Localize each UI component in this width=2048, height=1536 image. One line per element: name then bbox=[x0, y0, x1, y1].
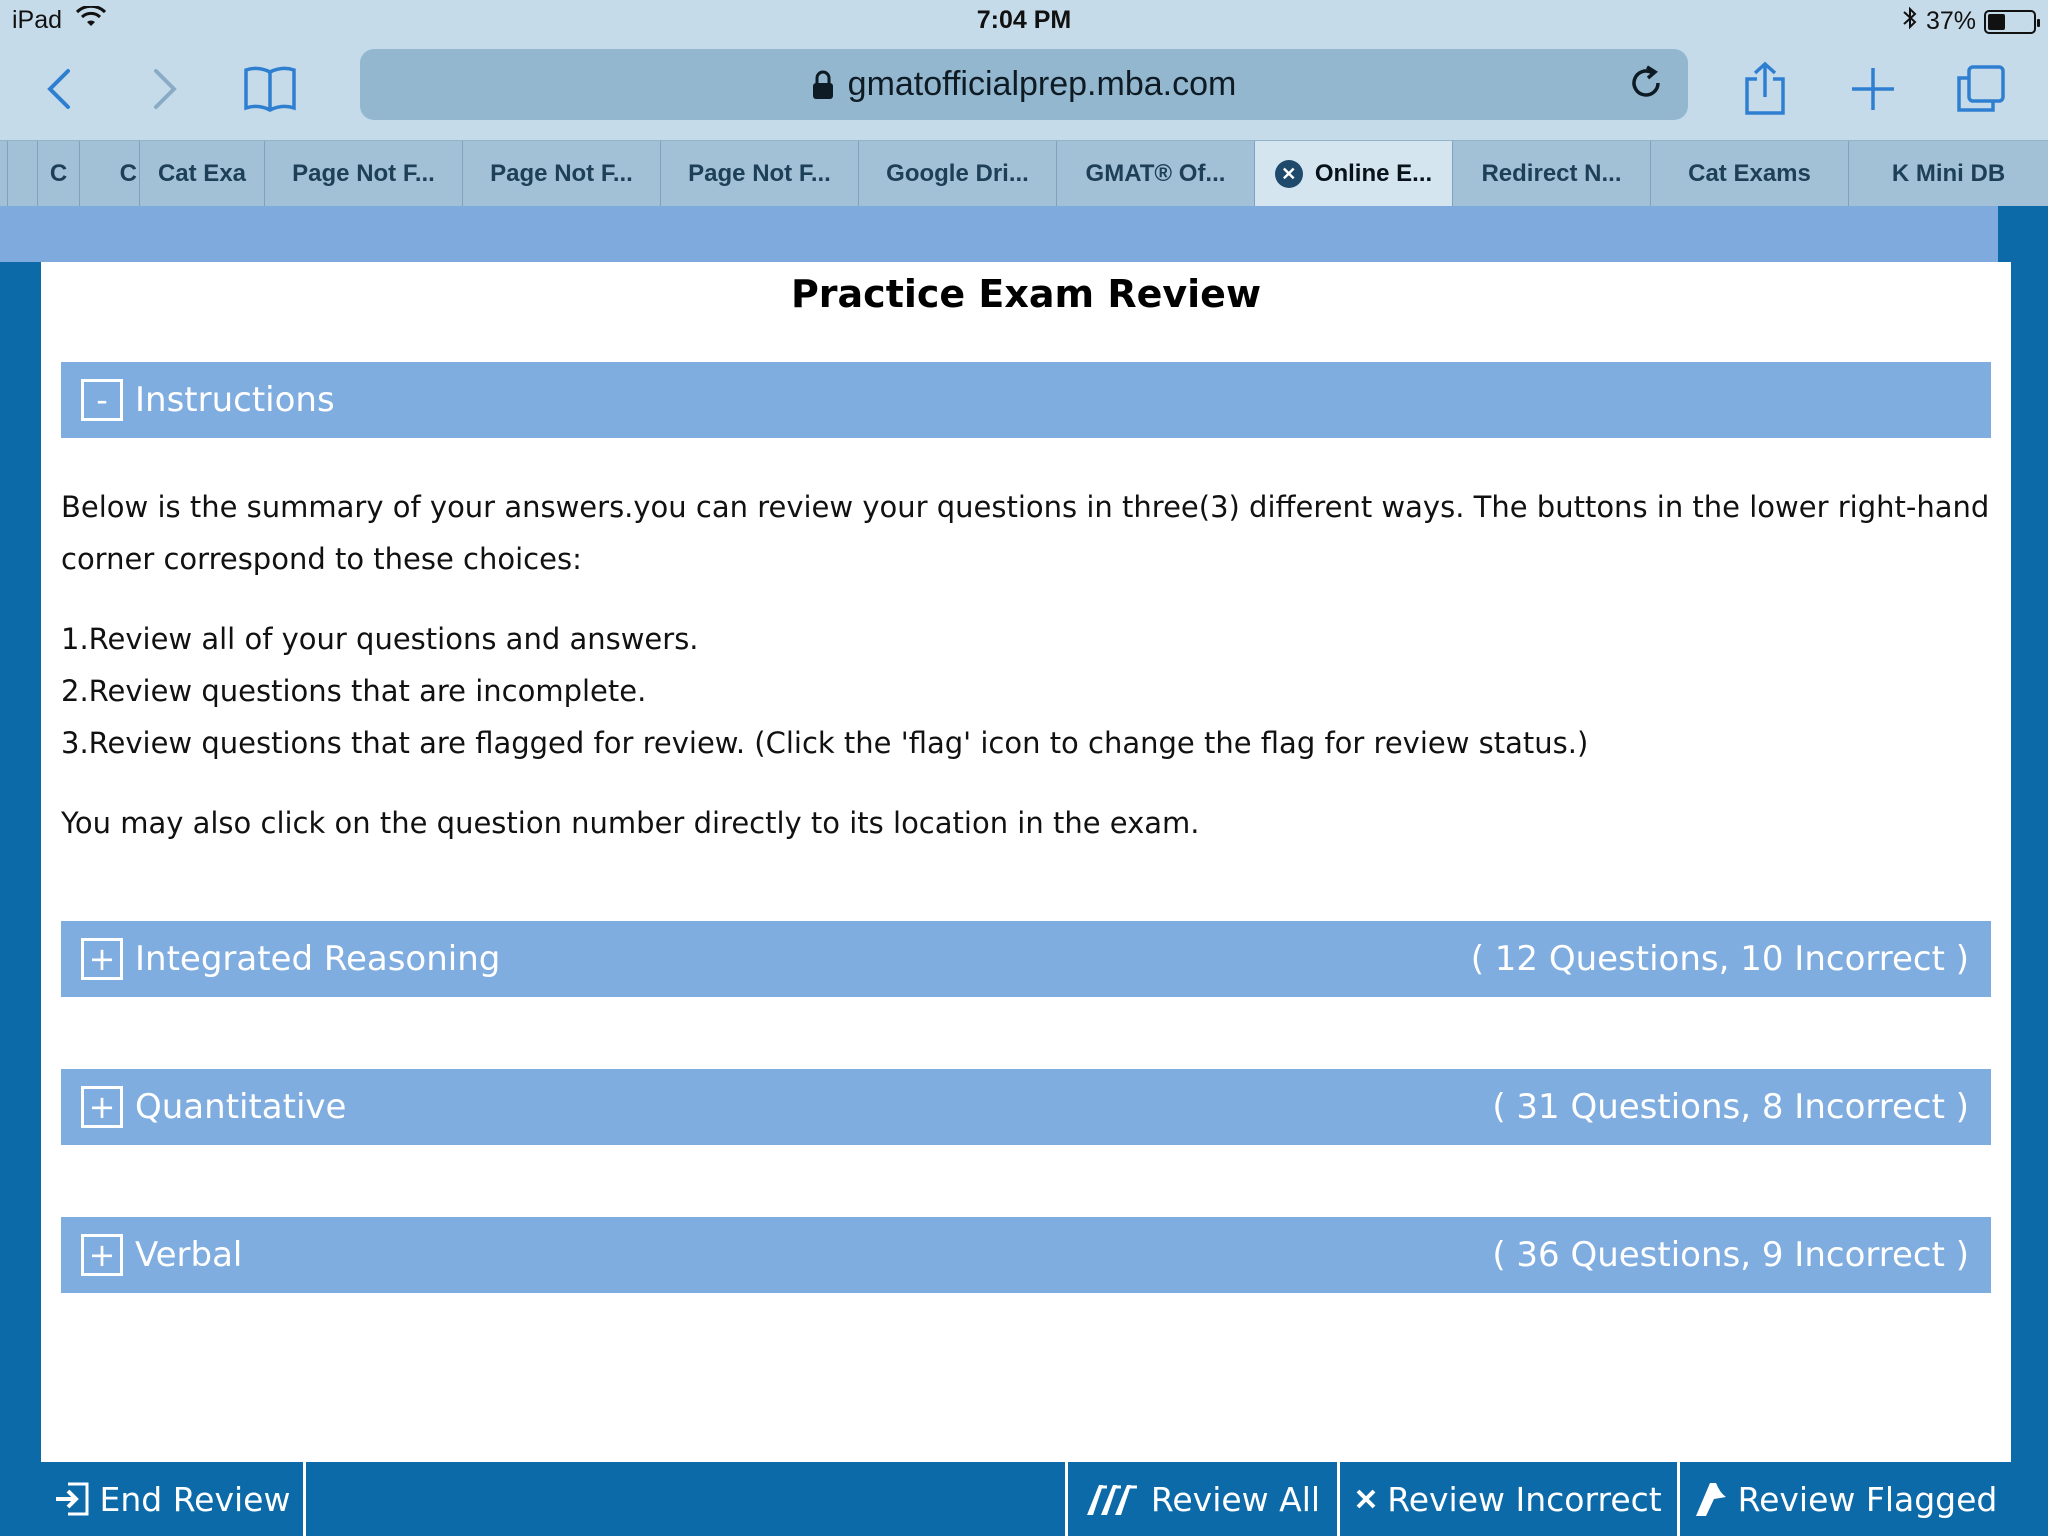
instructions-item-1: 1.Review all of your questions and answers. bbox=[61, 622, 699, 656]
close-tab-icon[interactable]: ✕ bbox=[1275, 160, 1303, 188]
reload-icon[interactable] bbox=[1626, 63, 1666, 112]
page-frame-right bbox=[2011, 206, 2048, 1536]
bluetooth-icon bbox=[1902, 6, 1918, 37]
tabs-overview-icon[interactable] bbox=[1946, 54, 2016, 124]
instructions-body bbox=[61, 481, 1991, 849]
review-flagged-button[interactable]: Review Flagged bbox=[1677, 1462, 2011, 1536]
review-all-icon bbox=[1085, 1481, 1141, 1517]
back-icon[interactable] bbox=[24, 54, 94, 124]
review-all-button[interactable]: Review All bbox=[1065, 1462, 1337, 1536]
section-summary: ( 36 Questions, 9 Incorrect ) bbox=[1492, 1235, 1969, 1275]
instructions-item-3: 3.Review questions that are flagged for review. (Click the 'flag' icon to change the flag for review status.) bbox=[61, 726, 1589, 760]
bookmarks-icon[interactable] bbox=[235, 54, 305, 124]
expand-icon[interactable]: + bbox=[81, 1234, 123, 1276]
tab-stacked-3[interactable]: C bbox=[38, 141, 80, 207]
section-integrated-reasoning[interactable] bbox=[61, 921, 1991, 997]
exit-icon bbox=[54, 1482, 90, 1516]
status-bar bbox=[0, 0, 2048, 40]
page-header-band bbox=[0, 206, 1998, 262]
page-title: Practice Exam Review bbox=[790, 272, 1262, 316]
lock-icon bbox=[812, 70, 834, 100]
tab-cat-exa[interactable]: Cat Exa bbox=[140, 141, 265, 207]
page-frame-left bbox=[0, 262, 41, 1536]
status-time: 7:04 PM bbox=[976, 6, 1072, 34]
section-quantitative[interactable] bbox=[61, 1069, 1991, 1145]
tab-page-not-found-2[interactable]: Page Not F... bbox=[463, 141, 661, 207]
tab-stacked-4[interactable]: C bbox=[80, 141, 140, 207]
end-review-button[interactable]: End Review bbox=[41, 1462, 306, 1536]
battery-percent: 37% bbox=[1925, 7, 1976, 35]
incorrect-x-icon bbox=[1355, 1488, 1377, 1510]
instructions-item-2: 2.Review questions that are incomplete. bbox=[61, 674, 647, 708]
browser-toolbar bbox=[0, 40, 2048, 140]
instructions-header[interactable] bbox=[61, 362, 1991, 438]
forward-icon[interactable] bbox=[130, 54, 200, 124]
device-name: iPad bbox=[12, 6, 63, 34]
share-icon[interactable] bbox=[1730, 54, 1800, 124]
expand-icon[interactable]: + bbox=[81, 1086, 123, 1128]
collapse-icon[interactable]: - bbox=[81, 379, 123, 421]
section-verbal[interactable] bbox=[61, 1217, 1991, 1293]
section-name: Verbal bbox=[135, 1235, 243, 1275]
review-toolbar bbox=[41, 1462, 2011, 1536]
tab-redirect[interactable]: Redirect N... bbox=[1453, 141, 1651, 207]
page-frame-corner bbox=[1998, 206, 2012, 262]
section-name: Integrated Reasoning bbox=[135, 939, 501, 979]
tab-k-mini-db[interactable]: K Mini DB bbox=[1891, 160, 2006, 187]
tab-online-exam[interactable]: ✕ Online E... bbox=[1255, 141, 1453, 207]
tab-gmat-official[interactable]: GMAT® Of... bbox=[1057, 141, 1255, 207]
instructions-intro: Below is the summary of your answers.you can review your questions in three(3) different ways. The buttons in the lower right-hand corner correspond to these choices: bbox=[61, 490, 1990, 576]
battery-icon bbox=[1984, 10, 2036, 34]
flag-icon bbox=[1694, 1481, 1728, 1517]
tab-cat-exams[interactable]: Cat Exams bbox=[1651, 141, 1849, 207]
review-incorrect-button[interactable]: Review Incorrect bbox=[1337, 1462, 1677, 1536]
instructions-note: You may also click on the question number directly to its location in the exam. bbox=[61, 806, 1200, 840]
tab-strip bbox=[0, 140, 2048, 206]
review-content bbox=[41, 262, 2011, 1462]
expand-icon[interactable]: + bbox=[81, 938, 123, 980]
new-tab-icon[interactable] bbox=[1838, 54, 1908, 124]
tab-page-not-found-3[interactable]: Page Not F... bbox=[661, 141, 859, 207]
tab-stacked-1[interactable] bbox=[0, 141, 8, 207]
tab-stacked-2[interactable] bbox=[8, 141, 38, 207]
tab-page-not-found-1[interactable]: Page Not F... bbox=[265, 141, 463, 207]
section-name: Quantitative bbox=[135, 1087, 347, 1127]
section-summary: ( 31 Questions, 8 Incorrect ) bbox=[1492, 1087, 1969, 1127]
address-bar[interactable] bbox=[360, 49, 1688, 120]
url-text: gmatofficialprep.mba.com bbox=[847, 65, 1237, 103]
tab-google-drive[interactable]: Google Dri... bbox=[859, 141, 1057, 207]
instructions-label: Instructions bbox=[135, 380, 335, 420]
section-summary: ( 12 Questions, 10 Incorrect ) bbox=[1470, 939, 1969, 979]
